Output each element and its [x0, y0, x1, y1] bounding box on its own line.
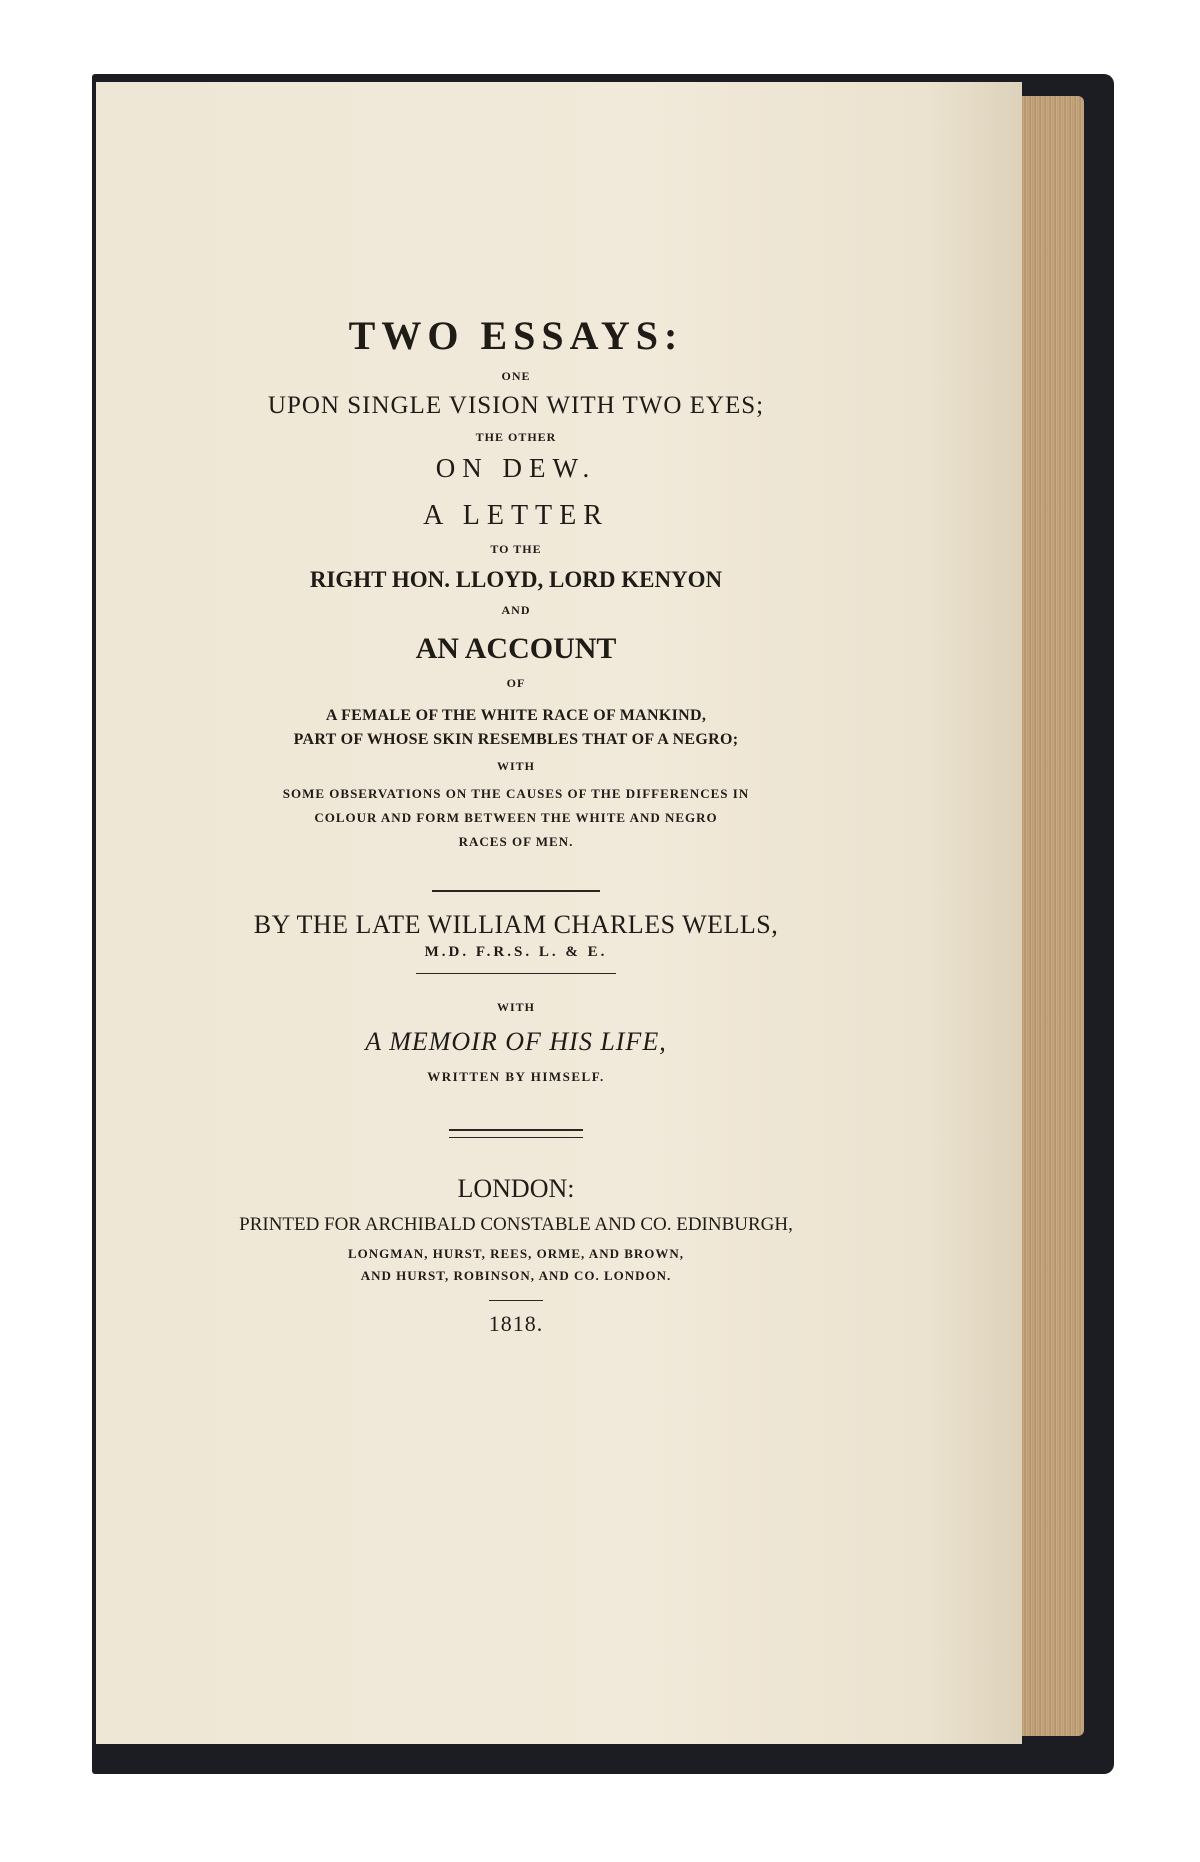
double-rule [449, 1129, 583, 1138]
main-title: TWO ESSAYS: [348, 313, 684, 358]
book [92, 74, 1114, 1774]
divider-rule [432, 890, 600, 892]
the-other-label: THE OTHER [475, 430, 557, 444]
title-block [156, 312, 876, 1337]
author-degrees: M.D. F.R.S. L. & E. [424, 944, 608, 960]
divider-rule-thin [416, 973, 616, 974]
with-label-2: WITH [496, 1000, 535, 1014]
second-essay: ON DEW. [435, 453, 597, 483]
letter-recipient: RIGHT HON. LLOYD, LORD KENYON [309, 567, 723, 592]
a-letter: A LETTER [423, 500, 609, 531]
one-label: ONE [501, 369, 531, 383]
printed-for-line: PRINTED FOR ARCHIBALD CONSTABLE AND CO. EDINBURGH, [239, 1214, 793, 1235]
imprint-year: 1818. [488, 1311, 544, 1336]
title-page [96, 82, 1022, 1744]
short-rule [489, 1300, 543, 1301]
author-line: BY THE LATE WILLIAM CHARLES WELLS, [253, 910, 779, 939]
part-line: PART OF WHOSE SKIN RESEMBLES THAT OF A NEGRO; [293, 731, 739, 748]
memoir-line: A MEMOIR OF HIS LIFE, [365, 1027, 667, 1056]
female-line: A FEMALE OF THE WHITE RACE OF MANKIND, [325, 707, 707, 724]
publishers-line-1: LONGMAN, HURST, REES, ORME, AND BROWN, [347, 1246, 685, 1261]
observations-line-1: SOME OBSERVATIONS ON THE CAUSES OF THE DIFFERENCES IN [282, 786, 750, 801]
an-account: AN ACCOUNT [415, 632, 617, 665]
of-label: OF [506, 676, 526, 690]
and-label: AND [501, 603, 531, 617]
observations-line-3: RACES OF MEN. [458, 834, 574, 849]
publishers-line-2: AND HURST, ROBINSON, AND CO. LONDON. [360, 1268, 672, 1283]
written-by-line: WRITTEN BY HIMSELF. [427, 1069, 605, 1084]
imprint-place: LONDON: [457, 1174, 575, 1203]
with-label-1: WITH [496, 759, 535, 773]
to-the-label: TO THE [490, 542, 542, 556]
first-essay: UPON SINGLE VISION WITH TWO EYES; [267, 392, 765, 419]
observations-line-2: COLOUR AND FORM BETWEEN THE WHITE AND NEGRO [314, 810, 718, 825]
page-edges [1012, 96, 1084, 1736]
